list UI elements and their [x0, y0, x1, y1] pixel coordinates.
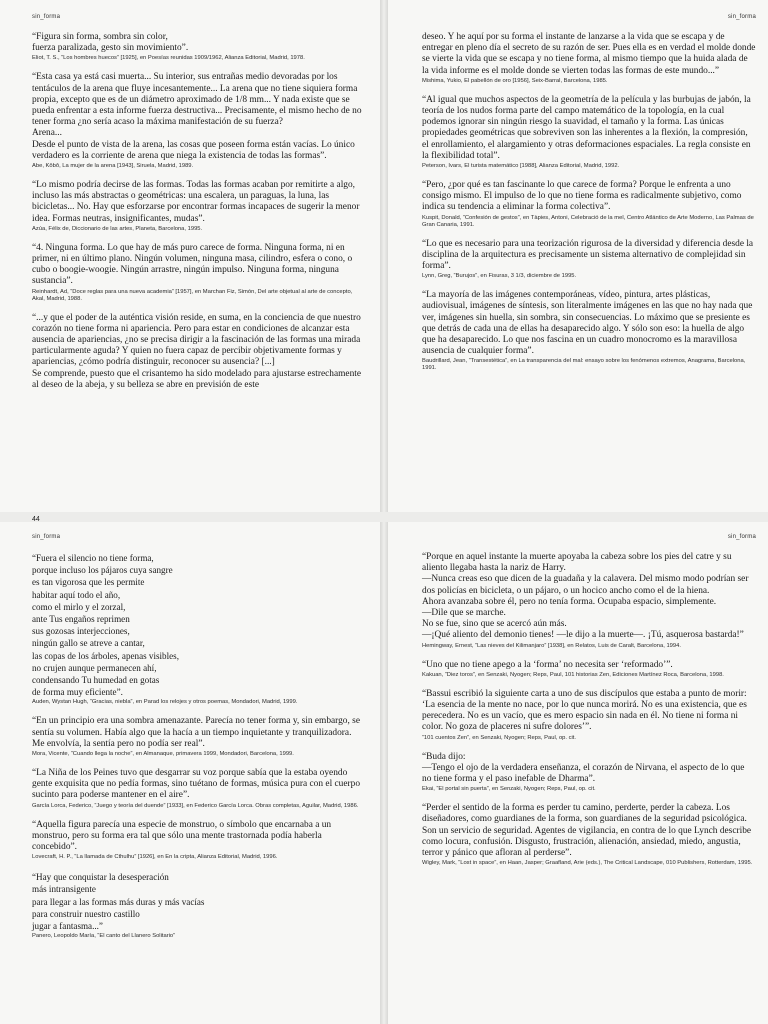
quote-citation: Abe, Kôbô, La mujer de la arena [1943], Siruela, Madrid, 1989.: [32, 163, 194, 170]
quote-text: “Fuera el silencio no tiene forma, porque incluso los pájaros cuya sangre es tan vigorosa que les permite habitar aquí todo el año, como el mirlo y el zorzal, ante Tus engaños reprimen sus gozosas interjecciones, ningún gallo se atreve a cantar, las copas de los árboles, apenas visibles, no crujen aunque permanecen ahí, condensando Tu humedad en gotas de forma muy eficiente”.: [32, 553, 179, 698]
quote-citation: Baudrillard, Jean, “Transestética”, en La transparencia del mal: ensayo sobre los fenómenos extremos, Anagrama, Barcelona, 1991.: [422, 358, 746, 372]
quote-citation: Mora, Vicente, “Cuando llega la noche”, en Almanaque, primavera 1999, Mondadori, Barcelona, 1999.: [32, 751, 294, 758]
quotes-bottom-right: [422, 552, 756, 867]
quote-citation: García Lorca, Federico, “Juego y teoría del duende” [1933], en Federico García Lorca. Obras completas, Aguilar, Madrid, 1986.: [32, 802, 359, 809]
quote-text: “Aquella figura parecía una especie de monstruo, o símbolo que encarnaba a un monstruo, pero su forma era tal que sólo una mente trastornada podía haberla concebido”.: [32, 819, 332, 853]
quote-citation: Panero, Leopoldo María, “El canto del Llanero Solitario”: [32, 933, 176, 940]
quote-citation: Kakuan, “Diez toros”, en Senzaki, Nyogen; Reps, Paul, 101 historias Zen, Ediciones Martínez Roca, Barcelona, 1998.: [422, 671, 724, 678]
quote-text: “En un principio era una sombra amenazante. Parecía no tener forma y, sin embargo, se sentía su volumen. Había algo que la hacía a un tiempo inquietante y tranquilizadora. Me envolvía, la sentía pero no podía ser real”.: [32, 716, 360, 749]
quote-text: “Porque en aquel instante la muerte apoyaba la cabeza sobre los pies del catre y su aliento llegaba hasta la nariz de Harry. —Nunca creas eso que dicen de la guadaña y la calavera. Del mismo modo podrían ser dos policías en bicicleta, o un pájaro, o un hocico ancho como el de la hiena. Ahora avanzaba sobre él, pero no tenía forma. Ocupaba espacio, simplemente. —Dile que se marche. No se fue, sino que se acercó aún más. —¡Qué aliento del demonio tienes! —le dijo a la muerte—. ¡Tú, asquerosa bastarda!”: [422, 552, 749, 641]
quote-text: “4. Ninguna forma. Lo que hay de más puro carece de forma. Ninguna forma, ni en primer, ni en último plano. Ningún volumen, ninguna masa, cilindro, esfera o cono, o cubo o boogie-woogie. Ningún arrastre, ningún impulso. Ninguna forma, ninguna sustancia”.: [32, 242, 353, 287]
quotes-bottom-left: [32, 552, 366, 940]
quote-citation: “101 cuentos Zen”, en Senzaki, Nyogen; Reps, Paul, op. cit.: [422, 734, 577, 741]
page-bottom-left: [0, 522, 380, 1024]
quote-text: “Pero, ¿por qué es tan fascinante lo que carece de forma? Porque le enfrenta a uno consigo mismo. El impulso de lo que no tiene forma es radicalmente subjetivo, como indica su tendencia a eliminar la forma colectiva”.: [422, 180, 742, 213]
running-header: sin_forma: [32, 14, 61, 20]
quotes-top-right: [422, 32, 756, 372]
quote-citation: Wigley, Mark, “Lost in space”, en Haan, Jasper; Graafland, Arie (eds.), The Critical Landscape, 010 Publishers, Rotterdam, 1995.: [422, 860, 753, 867]
quote-citation: Reinhardt, Ad, “Doce reglas para una nueva academia” [1957], en Marchan Fiz, Simón, Del arte objetual al arte de concepto, Akal, Madrid, 1988.: [32, 288, 353, 302]
quote-citation: Azúa, Félix de, Diccionario de las artes, Planeta, Barcelona, 1995.: [32, 225, 203, 232]
running-header: sin_forma: [727, 14, 756, 20]
page-bottom-right: [388, 522, 768, 1024]
quote-text: “Al igual que muchos aspectos de la geometría de la película y las burbujas de jabón, la teoría de los nudos forma parte del campo matemático de la topología, en la cual podemos ignorar sin ningún riesgo la suavidad, el tamaño y la forma. Las únicas propiedades geométricas que sobreviven son las inherentes a la flexión, la compresión, el enrollamiento, el alargamiento y otras deformaciones espaciales. La regla consiste en la flexibilidad total”.: [422, 94, 751, 161]
quote-text: “Buda dijo: —Tengo el ojo de la verdadera enseñanza, el corazón de Nirvana, el aspecto de lo que no tiene forma y el paso inefable de Dharma”.: [422, 751, 745, 785]
quote-text: “Bassui escribió la siguiente carta a uno de sus discípulos que estaba a punto de morir: ‘La esencia de la mente no nace, por lo que nunca morirá. No es una existencia, que es perecedera. No es un vacío, que es mero espacio sin nada en él. No tiene ni forma ni color. No goza de placeres ni sufre dolores’”.: [422, 688, 747, 733]
quote-citation: Auden, Wystan Hugh, “Gracias, niebla”, en Parad los relojes y otros poemas, Mondadori, Madrid, 1999.: [32, 699, 298, 706]
quote-text: “Lo que es necesario para una teorización rigurosa de la diversidad y diferencia desde la disciplina de la arquitectura es precisamente un sistema alternativo de complejidad sin forma”.: [422, 238, 754, 272]
quote-text: deseo. Y he aquí por su forma el instante de lanzarse a la vida que se escapa y de entregar en pleno día el secreto de su razón de ser. Pues ella es en verdad el molde donde se vierte la vida que se escapa y no tiene forma, al mismo tiempo que la huida alada de la vida informe es el molde donde se vierten todas las formas de este mundo...”: [422, 32, 756, 76]
quote-citation: Ekai, “El portal sin puerta”, en Senzaki, Nyogen; Reps, Paul, op. cit.: [422, 786, 596, 793]
quote-text: “La Niña de los Peines tuvo que desgarrar su voz porque sabía que la estaba oyendo gente exquisita que no pedía formas, sino tuétano de formas, música pura con el cuerpo sucinto para poderse mantener en el aire”.: [32, 768, 361, 801]
quote-citation: Kuspit, Donald, “Confesión de gestos”, en Tàpies, Antoni, Celebració de la mel, Centro Atlántico de Arte Moderno, Las Palmas de Gran Canaria, 1991.: [422, 214, 754, 228]
quote-text: “Perder el sentido de la forma es perder tu camino, perderte, perder la cabeza. Los diseñadores, como guardianes de la forma, son guardianes de la seguridad psicológica. Son un servicio de seguridad. Agentes de vigilancia, en contra de lo que Lynch describe como locura, confusión. Disgusto, frustración, alienación, ansiedad, miedo, angustia, terror y pánico que afloran al perderse”.: [422, 803, 752, 859]
quote-text: “Lo mismo podría decirse de las formas. Todas las formas acaban por remitirte a algo, incluso las más abstractas o geométricas: una escalera, un paraguas, la luna, las bicicletas... No. Hay que esforzarse por encontrar formas incapaces de sugerir la menor idea. Formas neutras, insignificantes, mudas”.: [32, 180, 360, 224]
running-header: sin_forma: [32, 534, 61, 540]
running-header: sin_forma: [727, 534, 756, 540]
quote-citation: Mishima, Yukio, El pabellón de oro [1956], Seix-Barral, Barcelona, 1985.: [422, 77, 608, 84]
quote-citation: Hemingway, Ernest, “Las nieves del Kilimanjaro” [1938], en Relatos, Luis de Caralt, Barcelona, 1994.: [422, 642, 681, 649]
quote-text: “...y que el poder de la auténtica visión reside, en suma, en la conciencia de que nuestro corazón no tiene forma ni apariencia. Pero para estar en condiciones de alcanzar esta ausencia de apariencias, ¿no se precisa dirigir a la fascinación de las formas una mirada particularmente aguda? Y quien no fuera capaz de percibir objetivamente formas y apariencias, ¿cómo podría distinguir, reconocer su ausencia? [...] Se comprende, puesto que el crisantemo ha sido modelado para ajustarse estrechamente al deseo de la abeja, y su belleza se abre en previsión de este: [32, 312, 362, 390]
quote-text: “Figura sin forma, sombra sin color, fuerza paralizada, gesto sin movimiento”.: [32, 32, 189, 54]
quote-citation: Peterson, Ivars, El turista matemático [1988], Alianza Editorial, Madrid, 1992.: [422, 163, 620, 170]
quote-citation: Eliot, T. S., “Los hombres huecos” [1925], en Poesías reunidas 1909/1962, Alianza Editorial, Madrid, 1978.: [32, 55, 305, 62]
quote-text: “La mayoría de las imágenes contemporáneas, vídeo, pintura, artes plásticas, audiovisual, imágenes de síntesis, son literalmente imágenes en las que no hay nada que ver, imágenes sin huella, sin sombra, sin consecuencias. Lo máximo que se presiente es que detrás de cada una de ellas ha desaparecido algo. Y sólo son eso: la huella de algo que ha desaparecido. Lo que nos fascina en un cuadro monocromo es la maravillosa ausencia de cualquier forma”.: [422, 290, 753, 357]
page-separator: [0, 512, 768, 522]
page-top-left: [0, 0, 380, 512]
quote-citation: Lynn, Greg, “Burujos”, en Fisuras, 3 1/3, diciembre de 1995.: [422, 273, 577, 280]
quote-text: “Hay que conquistar la desesperación más intransigente para llegar a las formas más duras y más vacías para construir nuestro castillo jugar a fantasma...”: [32, 872, 205, 932]
quotes-top-left: [32, 32, 366, 391]
quote-text: “Esta casa ya está casi muerta... Su interior, sus entrañas medio devoradas por los tentáculos de la arena que fluye incesantemente... La arena que no tiene siquiera forma propia, excepto que es de un diámetro aproximado de 1/8 mm... Y nada existe que se pueda enfrentar a esta informe fuerza destructiva... Precisamente, el mismo hecho de no tener forma ¿no sería acaso la máxima manifestación de su fuerza? Arena... Desde el punto de vista de la arena, las cosas que poseen forma están vacías. Lo único verdadero es la corriente de arena que niega la existencia de todas las formas”.: [32, 72, 362, 161]
quote-text: “Uno que no tiene apego a la ‘forma’ no necesita ser ‘reformado’”.: [422, 659, 673, 670]
quote-citation: Lovecraft, H. P., “La llamada de Cthulhu” [1926], en En la cripta, Alianza Editorial, Madrid, 1996.: [32, 854, 278, 861]
page-number: 44: [32, 516, 40, 523]
page-top-right: [388, 0, 768, 512]
